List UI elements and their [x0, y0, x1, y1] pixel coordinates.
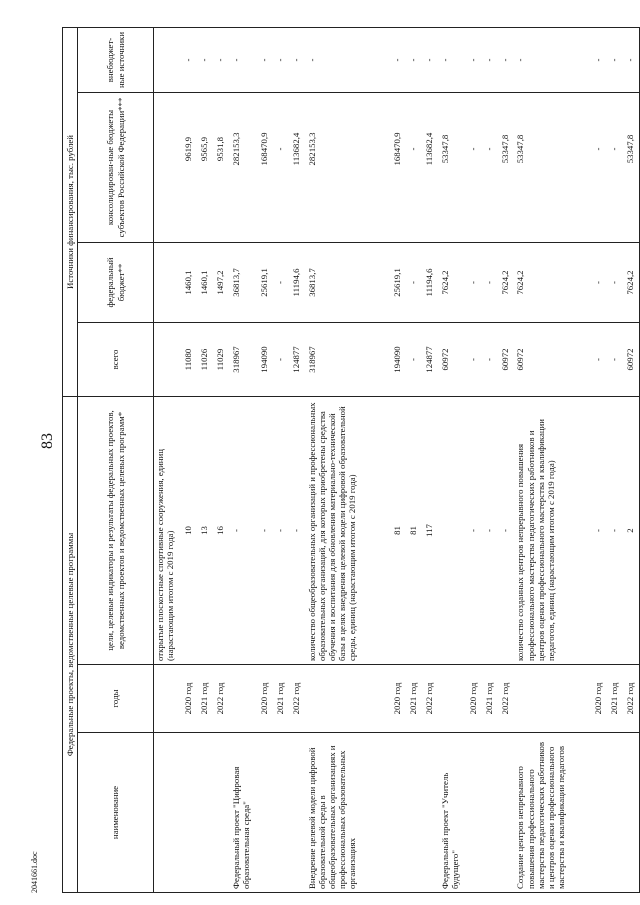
- table-row: [390, 28, 406, 893]
- row-federal: 1497,2: [214, 243, 230, 323]
- financing-table: [62, 27, 640, 893]
- row-regional: [154, 93, 182, 243]
- row-regional: 113682,4: [422, 93, 438, 243]
- row-federal: -: [608, 243, 624, 323]
- row-federal: -: [274, 243, 290, 323]
- row-year: 2021 год: [274, 665, 290, 733]
- table-row: [498, 28, 514, 893]
- row-name: [422, 733, 438, 893]
- table-row: [274, 28, 290, 893]
- row-name: Создание центров непрерывного повышения профессионального мастерства педагогических работников и центров оценки профессионального мастерства и квалификации педагогов: [514, 733, 592, 893]
- row-federal: [154, 243, 182, 323]
- row-regional: -: [466, 93, 482, 243]
- row-total: 318967: [305, 323, 390, 397]
- row-name: [182, 733, 198, 893]
- row-total: -: [406, 323, 422, 397]
- row-name: Федеральный проект "Учитель будущего": [438, 733, 466, 893]
- page-number: 83: [39, 433, 56, 449]
- row-regional: 282153,3: [229, 93, 257, 243]
- row-total: 60972: [498, 323, 514, 397]
- row-indicator: 117: [422, 397, 438, 665]
- row-indicator: 10: [182, 397, 198, 665]
- row-indicator: -: [289, 397, 305, 665]
- row-name: [608, 733, 624, 893]
- row-extrabudgetary: -: [406, 28, 422, 93]
- row-indicator: 81: [406, 397, 422, 665]
- table-body: [154, 28, 640, 893]
- row-total: -: [274, 323, 290, 397]
- row-indicator: 2: [623, 397, 639, 665]
- row-regional: 9565,9: [198, 93, 214, 243]
- row-total: 11026: [198, 323, 214, 397]
- row-regional: 113682,4: [289, 93, 305, 243]
- table-row: [198, 28, 214, 893]
- row-federal: 36813,7: [229, 243, 257, 323]
- row-total: [154, 323, 182, 397]
- row-regional: 53347,8: [498, 93, 514, 243]
- row-name: [466, 733, 482, 893]
- row-indicator: количество общеобразовательных организаций и профессиональных образовательных организаций, для которых приобретены средства обучения и воспитания для обновления материально-технической базы в целях внедрения целевой модели цифровой образовательной среды, единиц (нарастающим итогом с 2019 года): [305, 397, 390, 665]
- row-total: 11029: [214, 323, 230, 397]
- row-indicator: [438, 397, 466, 665]
- row-year: 2021 год: [198, 665, 214, 733]
- table-row: [289, 28, 305, 893]
- row-year: 2021 год: [406, 665, 422, 733]
- row-total: 60972: [438, 323, 466, 397]
- row-total: -: [466, 323, 482, 397]
- row-federal: -: [406, 243, 422, 323]
- row-extrabudgetary: -: [514, 28, 592, 93]
- row-extrabudgetary: -: [482, 28, 498, 93]
- header-group-projects: Федеральные проекты, ведомственные целевые программы: [63, 397, 78, 893]
- header-group-financing: Источники финансирования, тыс. рублей: [63, 28, 78, 397]
- row-year: [514, 665, 592, 733]
- row-extrabudgetary: -: [422, 28, 438, 93]
- row-year: 2022 год: [422, 665, 438, 733]
- row-name: [274, 733, 290, 893]
- table-row: [214, 28, 230, 893]
- col-header-extrabudgetary: внебюджет-ные источники: [78, 28, 154, 93]
- row-indicator: -: [258, 397, 274, 665]
- row-indicator: -: [466, 397, 482, 665]
- row-name: [258, 733, 274, 893]
- row-total: 124877: [422, 323, 438, 397]
- row-federal: 7624,2: [514, 243, 592, 323]
- row-extrabudgetary: -: [623, 28, 639, 93]
- row-name: [198, 733, 214, 893]
- row-name: [592, 733, 608, 893]
- row-federal: -: [482, 243, 498, 323]
- row-indicator: -: [608, 397, 624, 665]
- row-extrabudgetary: [154, 28, 182, 93]
- row-extrabudgetary: -: [390, 28, 406, 93]
- row-total: 318967: [229, 323, 257, 397]
- row-federal: -: [466, 243, 482, 323]
- row-extrabudgetary: -: [592, 28, 608, 93]
- row-regional: 168470,9: [258, 93, 274, 243]
- row-name: [214, 733, 230, 893]
- table-row: [422, 28, 438, 893]
- row-federal: 1460,1: [182, 243, 198, 323]
- row-extrabudgetary: -: [498, 28, 514, 93]
- row-federal: 11194,6: [422, 243, 438, 323]
- row-name: Внедрение целевой модели цифровой образовательной среды в общеобразовательных организациях и профессиональных образовательных организациях: [305, 733, 390, 893]
- row-year: 2020 год: [258, 665, 274, 733]
- row-total: 194090: [258, 323, 274, 397]
- row-extrabudgetary: -: [274, 28, 290, 93]
- row-extrabudgetary: -: [466, 28, 482, 93]
- row-total: 11080: [182, 323, 198, 397]
- table-row: [154, 28, 182, 893]
- row-name: [406, 733, 422, 893]
- row-federal: 7624,2: [438, 243, 466, 323]
- row-indicator: количество созданных центров непрерывного повышения профессионального мастерства педагогических работников и центров оценки профессионального мастерства и квалификации педагогов, единиц (нарастающим итогом с 2019 года): [514, 397, 592, 665]
- row-extrabudgetary: -: [258, 28, 274, 93]
- row-name: [289, 733, 305, 893]
- row-indicator: 13: [198, 397, 214, 665]
- table-row: [305, 28, 390, 893]
- row-indicator: 81: [390, 397, 406, 665]
- row-regional: 53347,8: [514, 93, 592, 243]
- row-indicator: -: [482, 397, 498, 665]
- col-header-years: годы: [78, 665, 154, 733]
- row-name: Федеральный проект "Цифровая образовательная среда": [229, 733, 257, 893]
- row-federal: 25619,1: [390, 243, 406, 323]
- row-year: 2020 год: [592, 665, 608, 733]
- row-indicator: -: [274, 397, 290, 665]
- row-extrabudgetary: -: [182, 28, 198, 93]
- table-row: [482, 28, 498, 893]
- col-header-name: наименование: [78, 733, 154, 893]
- table-row: [229, 28, 257, 893]
- table-row: [438, 28, 466, 893]
- row-regional: 168470,9: [390, 93, 406, 243]
- col-header-regional: консолидирован-ные бюджеты субъектов Российской Федерации***: [78, 93, 154, 243]
- row-total: 124877: [289, 323, 305, 397]
- row-total: -: [482, 323, 498, 397]
- table-row: [592, 28, 608, 893]
- row-name: [623, 733, 639, 893]
- row-indicator: -: [592, 397, 608, 665]
- row-indicator: открытые плоскостные спортивные сооружения, единиц (нарастающим итогом с 2019 года): [154, 397, 182, 665]
- table-row: [406, 28, 422, 893]
- col-header-federal: федеральный бюджет**: [78, 243, 154, 323]
- row-federal: 7624,2: [498, 243, 514, 323]
- row-year: 2020 год: [466, 665, 482, 733]
- row-regional: 282153,3: [305, 93, 390, 243]
- col-header-indicators: цели, целевые индикаторы и результаты федеральных проектов, ведомственных проектов и ведомственных целевых программ*: [78, 397, 154, 665]
- row-extrabudgetary: -: [229, 28, 257, 93]
- row-regional: 53347,8: [438, 93, 466, 243]
- row-name: [154, 733, 182, 893]
- row-total: 194090: [390, 323, 406, 397]
- row-federal: 1460,1: [198, 243, 214, 323]
- row-extrabudgetary: -: [198, 28, 214, 93]
- row-federal: 36813,7: [305, 243, 390, 323]
- row-year: 2022 год: [289, 665, 305, 733]
- row-name: [498, 733, 514, 893]
- row-name: [390, 733, 406, 893]
- row-extrabudgetary: -: [438, 28, 466, 93]
- row-extrabudgetary: -: [214, 28, 230, 93]
- table-row: [182, 28, 198, 893]
- row-year: [229, 665, 257, 733]
- row-total: -: [608, 323, 624, 397]
- row-year: 2022 год: [623, 665, 639, 733]
- row-extrabudgetary: -: [289, 28, 305, 93]
- row-indicator: 16: [214, 397, 230, 665]
- row-year: 2020 год: [390, 665, 406, 733]
- row-year: [305, 665, 390, 733]
- row-regional: -: [406, 93, 422, 243]
- row-total: 60972: [514, 323, 592, 397]
- row-regional: 53347,8: [623, 93, 639, 243]
- row-federal: 25619,1: [258, 243, 274, 323]
- row-year: [154, 665, 182, 733]
- row-year: 2021 год: [608, 665, 624, 733]
- row-total: 60972: [623, 323, 639, 397]
- row-federal: 7624,2: [623, 243, 639, 323]
- financing-table-sheet: [62, 28, 640, 893]
- footer-filename: 2041661.doc: [30, 851, 39, 893]
- row-regional: -: [592, 93, 608, 243]
- row-year: 2022 год: [498, 665, 514, 733]
- row-regional: 9531,8: [214, 93, 230, 243]
- row-year: [438, 665, 466, 733]
- table-row: [623, 28, 639, 893]
- table-row: [466, 28, 482, 893]
- row-name: [482, 733, 498, 893]
- row-federal: 11194,6: [289, 243, 305, 323]
- row-indicator: -: [498, 397, 514, 665]
- row-regional: -: [482, 93, 498, 243]
- table-row: [608, 28, 624, 893]
- row-year: 2020 год: [182, 665, 198, 733]
- row-year: 2021 год: [482, 665, 498, 733]
- col-header-total: всего: [78, 323, 154, 397]
- row-federal: -: [592, 243, 608, 323]
- row-year: 2022 год: [214, 665, 230, 733]
- row-extrabudgetary: -: [608, 28, 624, 93]
- row-regional: -: [608, 93, 624, 243]
- table-row: [514, 28, 592, 893]
- row-total: -: [592, 323, 608, 397]
- row-indicator: -: [229, 397, 257, 665]
- table-row: [258, 28, 274, 893]
- row-regional: 9619,9: [182, 93, 198, 243]
- row-regional: -: [274, 93, 290, 243]
- row-extrabudgetary: -: [305, 28, 390, 93]
